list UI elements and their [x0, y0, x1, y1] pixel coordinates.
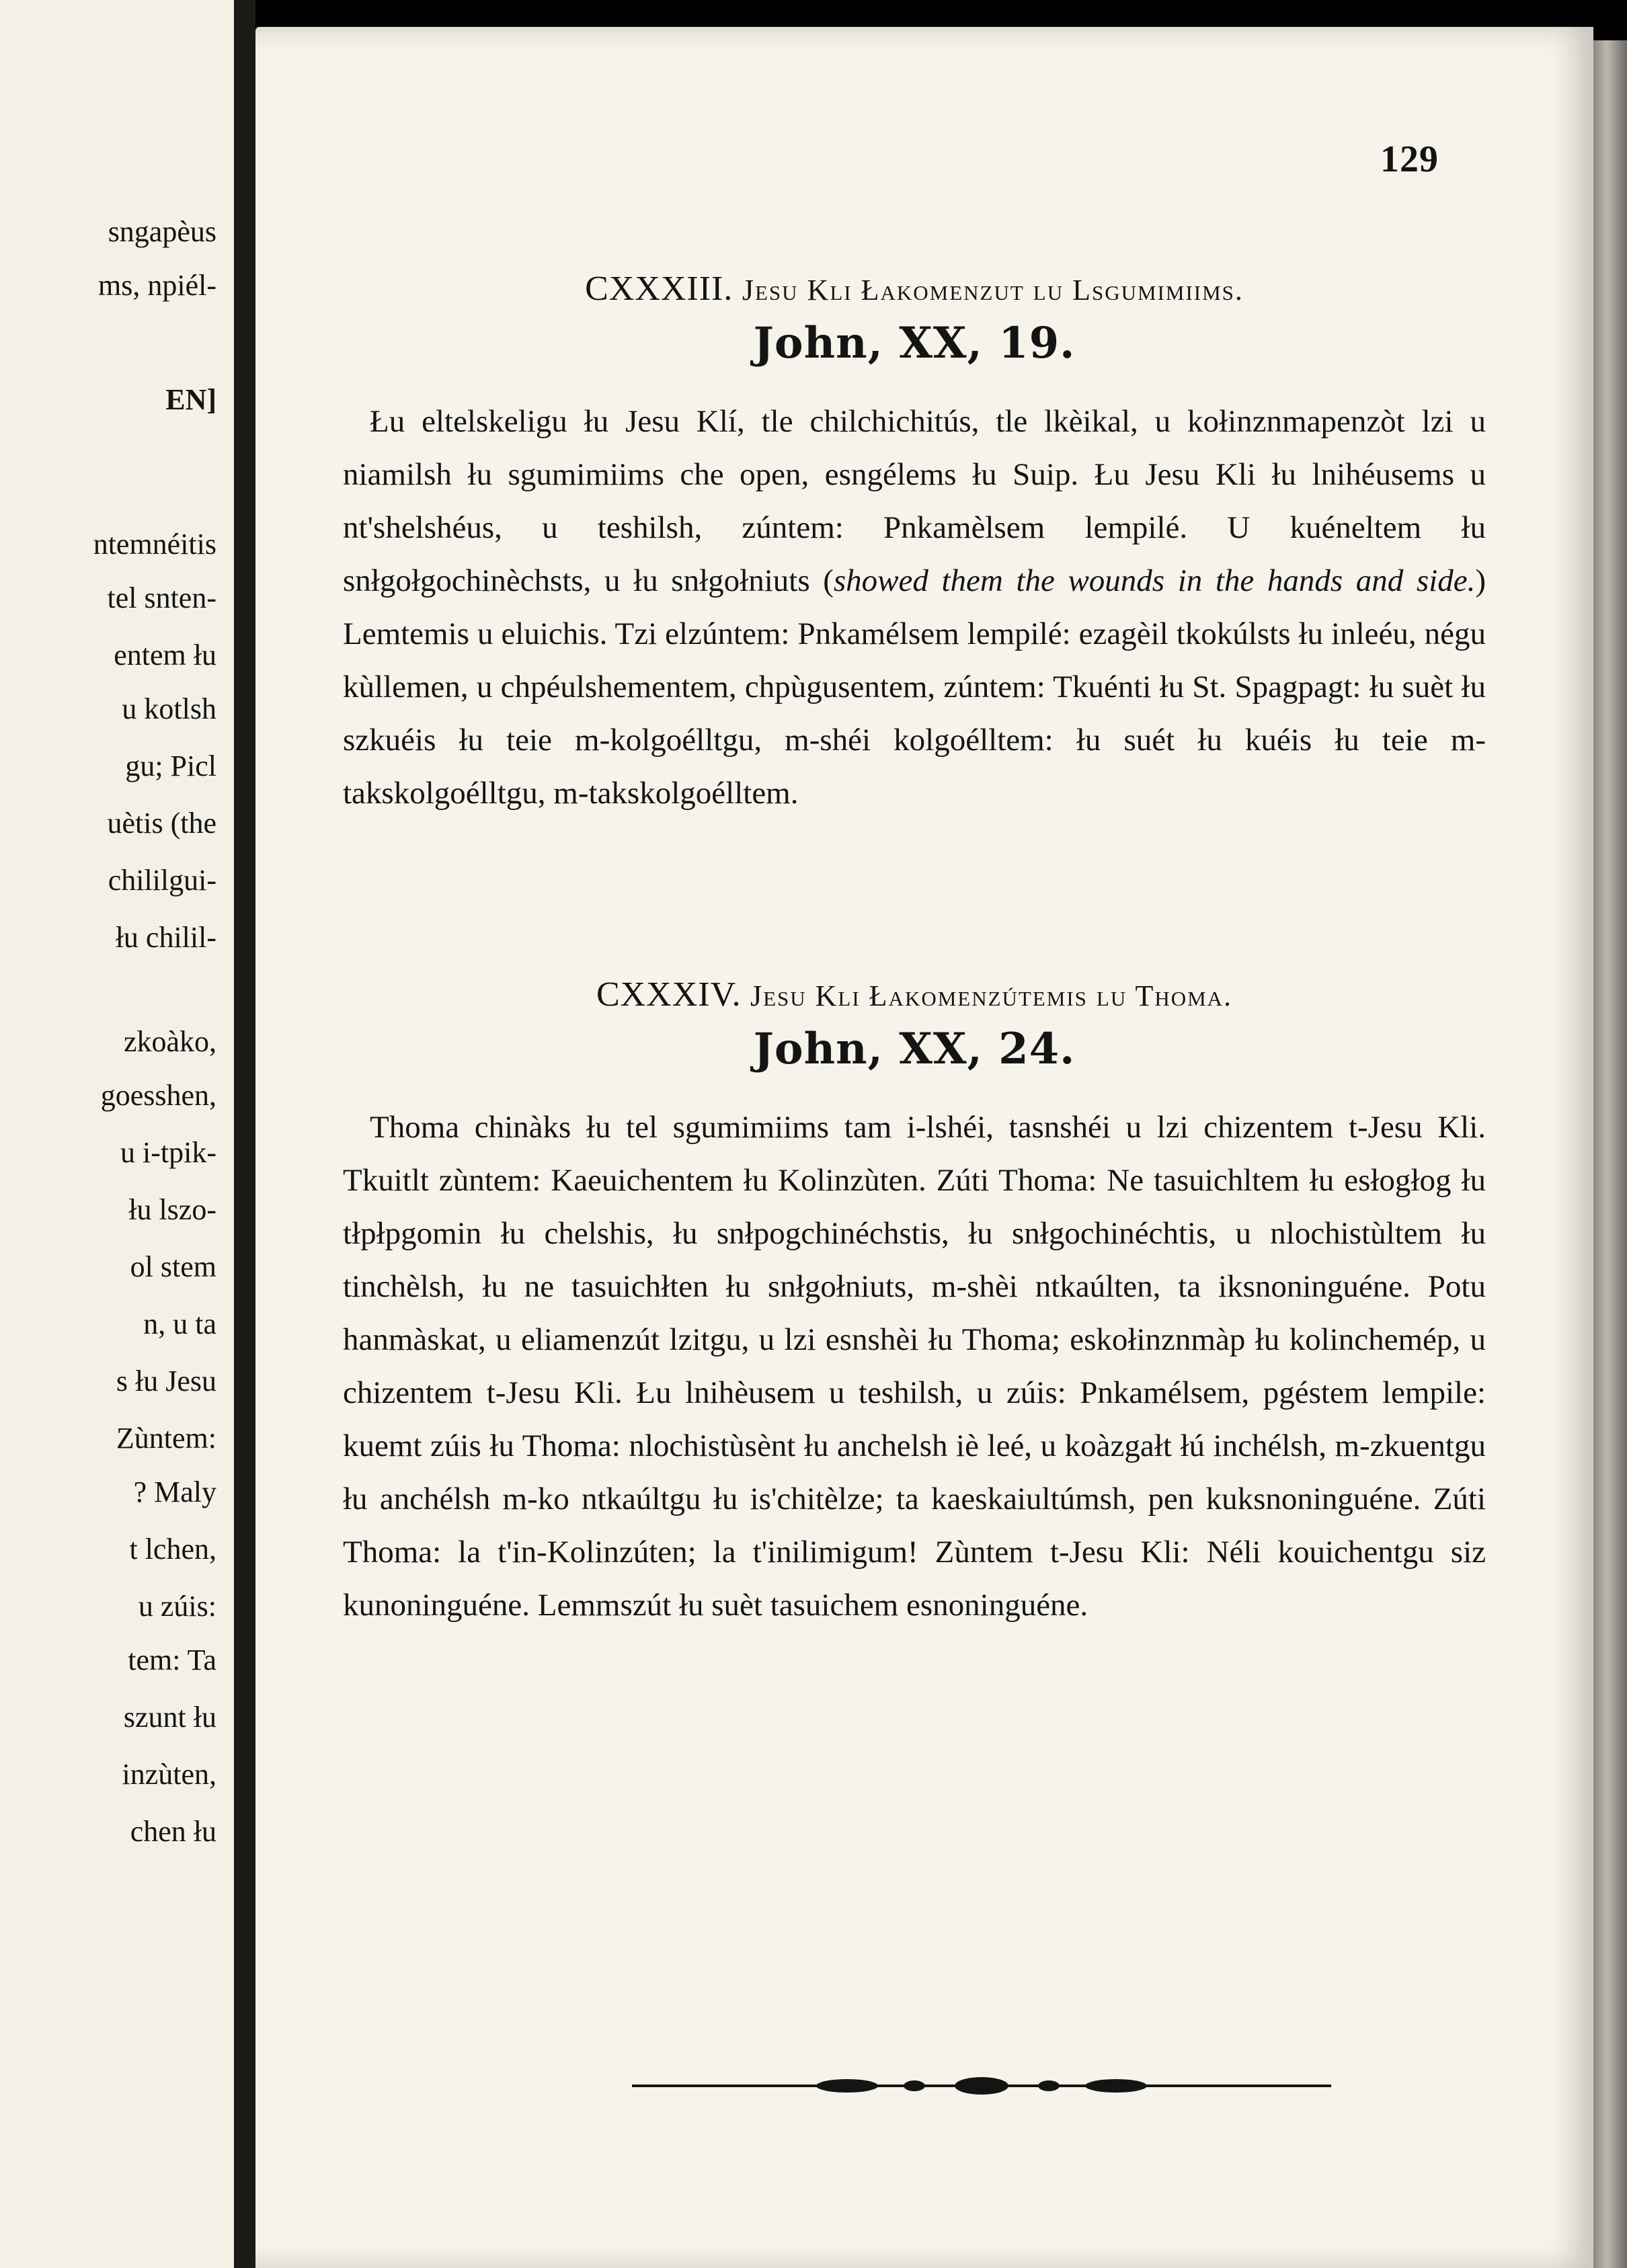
ornamental-rule [632, 2070, 1331, 2101]
facing-page-line: łu lszo- [128, 1193, 216, 1226]
section-heading [343, 975, 1486, 1014]
facing-page-line: ntemnéitis [93, 528, 216, 561]
scripture-reference: John, XX, 24. [753, 1024, 1076, 1074]
section-title: Jesu Kli Łakomenzútemis lu Thoma. [750, 979, 1233, 1012]
book-page [255, 27, 1593, 2268]
facing-page-line: u i-tpik- [120, 1136, 216, 1169]
section-cxxxiv [343, 975, 1486, 1632]
section-heading [343, 269, 1486, 309]
facing-page-line: łu chilil- [115, 921, 216, 954]
facing-page-line: gu; Picl [125, 750, 216, 782]
facing-page-line: tem: Ta [128, 1644, 216, 1676]
facing-page-line: szunt łu [123, 1701, 216, 1734]
scripture-reference: John, XX, 19. [753, 318, 1076, 368]
english-gloss: showed them the wounds in the hands and side. [833, 563, 1476, 598]
facing-page-line: EN] [165, 383, 216, 416]
facing-page-line: ? Maly [133, 1475, 216, 1508]
section-text: Thoma chinàks łu tel sgumimiims tam i-lshéi, tasnshéi u lzi chizentem t-Jesu Kli. Tkuitlt zùntem: Kaeuichentem łu Kolinzùten. Zúti Thoma: Ne tasuichltem łu esłogłog łu tłpłpgomin łu chelshis, łu snłpogchinéchstis, łu snłgochinéchtis, u nlochistùltem łu tinchèlsh, łu ne tasuichłten łu snłgołniuts, m-shèi ntkaúlten, ta iksnoninguéne. Potu hanmàskat, u eliamenzút lzitgu, u lzi esnshèi łu Thoma; eskołinznmàp łu kolinchemép, u chizentem t-Jesu Kli. Łu lnihèusem u teshilsh, u zúis: Pnkamélsem, pgéstem lempile: kuemt zúis łu Thoma: nlochistùsènt łu anchelsh iè leé, u koàzgałt łú inchélsh, m-zkuentgu łu anchélsh m-ko ntkaúltgu łu is'chitèlze; ta kaeskaiultúmsh, pen kuksnoninguéne. Zúti Thoma: la t'in-Kolinzúten; la t'inilimigum! Zùntem t-Jesu Kli: Néli kouichentgu siz kunoninguéne. Lemmszút łu suèt tasuichem esnoninguéne. [343, 1110, 1486, 1623]
facing-page-line: n, u ta [143, 1307, 216, 1340]
facing-page-line: zkoàko, [123, 1025, 216, 1058]
facing-page-line: u zúis: [138, 1590, 216, 1623]
page-gutter [234, 0, 255, 2268]
facing-page-line: ol stem [130, 1250, 216, 1283]
facing-page-line: chililgui- [108, 864, 216, 897]
facing-page-line: u kotlsh [122, 692, 216, 725]
section-text [343, 395, 1486, 820]
text-before-italic: Łu eltelskeligu łu Jesu Klí, tle chilchichitús, tle lkèikal, u kołinznmapenzòt lzi u niamilsh łu sgumimiims che open, esngélems łu Suip. Łu Jesu Kli łu lnihéusems u nt'shelshéus, u teshilsh, zúntem: Pnkamèlsem lempilé. U kuéneltem łu snłgołgochinèchsts, u łu snłgołniuts ( [343, 404, 1486, 598]
text-after-italic: ) Lemtemis u eluichis. Tzi elzúntem: Pnkamélsem lempilé: ezagèil tkokúlsts łu inleéu, négu kùllemen, u chpéulshementem, chpùgusentem, zúntem: Tkuénti łu St. Spagpagt: łu suèt łu szkuéis łu teie m-kolgoélltgu, m-shéi kolgoélltem: łu suét łu kuéis łu teie m-takskolgoélltgu, m-takskolgoélltem. [343, 563, 1486, 811]
facing-page [0, 0, 234, 2268]
section-number: CXXXIII. [585, 270, 733, 308]
section-cxxxiii [343, 269, 1486, 820]
facing-page-line: goesshen, [100, 1079, 216, 1112]
facing-page-line: ms, npiél- [98, 269, 216, 302]
facing-page-line: uètis (the [107, 807, 216, 840]
section-title: Jesu Kli Łakomenzut lu Lsgumimiims. [742, 274, 1244, 307]
facing-page-line: s łu Jesu [116, 1365, 216, 1398]
facing-page-line: sngapèus [108, 215, 216, 248]
facing-page-line: tel snten- [107, 581, 216, 614]
facing-page-line: inzùten, [122, 1758, 216, 1791]
facing-page-line: entem łu [114, 639, 216, 672]
page-edge [1593, 40, 1627, 2268]
page-number: 129 [1380, 138, 1439, 180]
facing-page-line: chen łu [130, 1815, 216, 1848]
section-number: CXXXIV. [596, 975, 742, 1014]
facing-page-line: t lchen, [129, 1533, 216, 1566]
facing-page-line: Zùntem: [116, 1422, 216, 1455]
